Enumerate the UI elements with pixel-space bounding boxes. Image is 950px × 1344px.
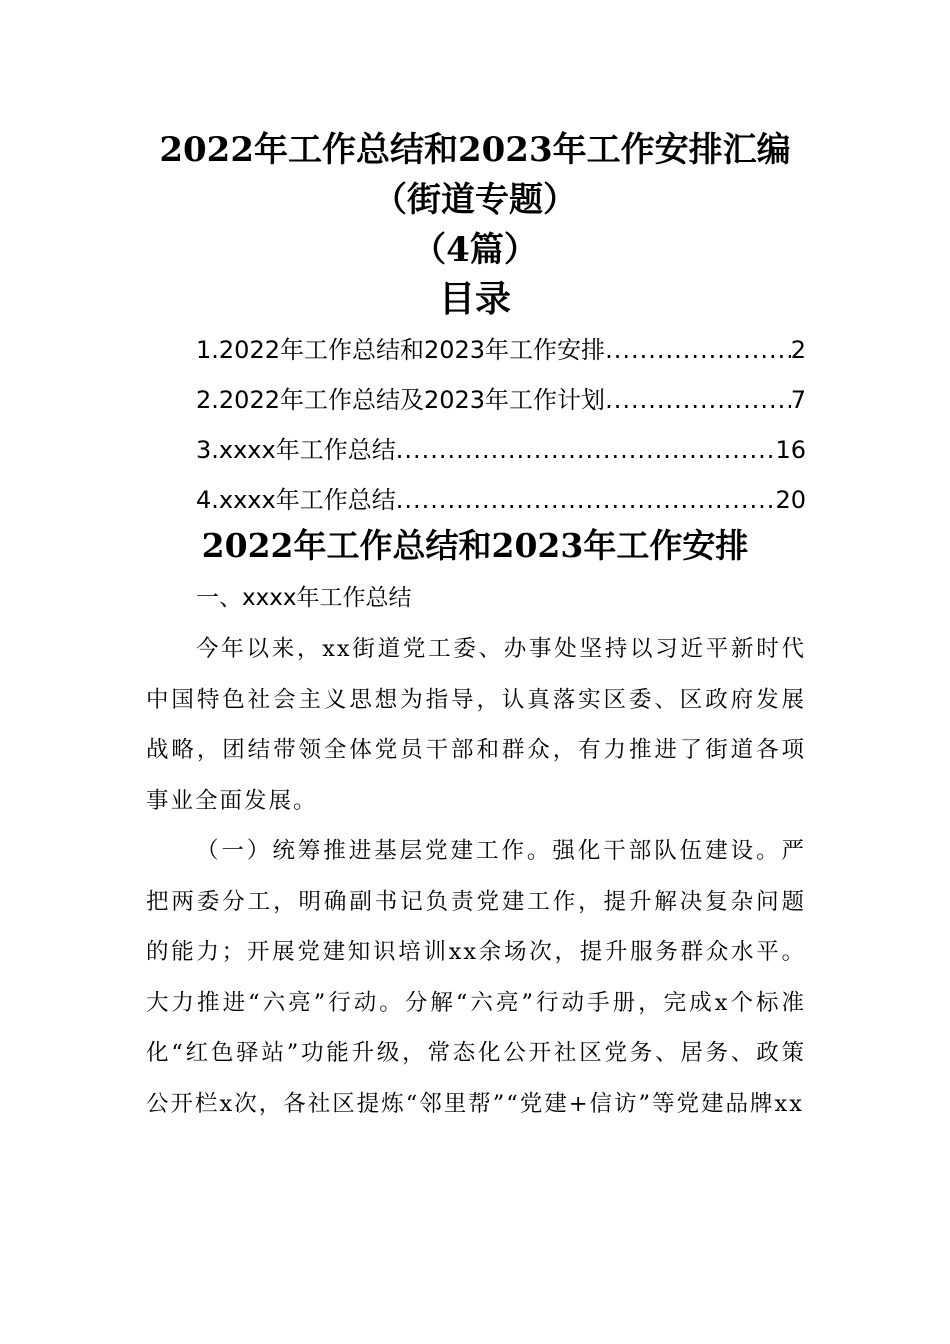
toc-entry-page: 7 bbox=[790, 386, 806, 414]
toc-entry[interactable] bbox=[196, 380, 806, 430]
toc-entry-label: 4.xxxx年工作总结 bbox=[196, 486, 396, 514]
toc-entry-page: 16 bbox=[775, 436, 806, 464]
toc-entry-label: 3.xxxx年工作总结 bbox=[196, 436, 396, 464]
section-title: 2022年工作总结和2023年工作安排 bbox=[201, 526, 749, 565]
toc-entry-page: 2 bbox=[790, 336, 806, 364]
toc-entry[interactable] bbox=[196, 480, 806, 530]
document-title: 2022年工作总结和2023年工作安排汇编 bbox=[159, 130, 791, 170]
toc-leader-dots bbox=[605, 330, 791, 370]
document-subtitle: （街道专题） bbox=[373, 180, 577, 220]
toc-leader-dots bbox=[396, 480, 776, 520]
toc-entry[interactable] bbox=[196, 330, 806, 380]
section-subheading: 一、xxxx年工作总结 bbox=[196, 585, 412, 611]
toc-heading: 目录 bbox=[438, 278, 511, 320]
body-paragraph: 今年以来，xx街道党工委、办事处坚持以习近平新时代中国特色社会主义思想为指导，认真落实区委、区政府发展战略，团结带领全体党员干部和群众，有力推进了街道各项事业全面发展。 bbox=[146, 636, 806, 814]
toc-entry-label: 1.2022年工作总结和2023年工作安排 bbox=[196, 336, 606, 364]
table-of-contents bbox=[196, 330, 806, 530]
toc-leader-dots bbox=[605, 380, 791, 420]
toc-entry-page: 20 bbox=[775, 486, 806, 514]
toc-leader-dots bbox=[396, 430, 776, 470]
document-count: （4篇） bbox=[412, 230, 538, 270]
toc-entry[interactable] bbox=[196, 430, 806, 480]
body-paragraph: （一）统筹推进基层党建工作。强化干部队伍建设。严把两委分工，明确副书记负责党建工作，提升解决复杂问题的能力；开展党建知识培训xx余场次，提升服务群众水平。大力推进“六亮”行动。分解“六亮”行动手册，完成x个标准化“红色驿站”功能升级，常态化公开社区党务、居务、政策公开栏x次，各社区提炼“邻里帮”“党建+信访”等党建品牌xx bbox=[146, 838, 806, 1117]
toc-entry-label: 2.2022年工作总结及2023年工作计划 bbox=[196, 386, 606, 414]
